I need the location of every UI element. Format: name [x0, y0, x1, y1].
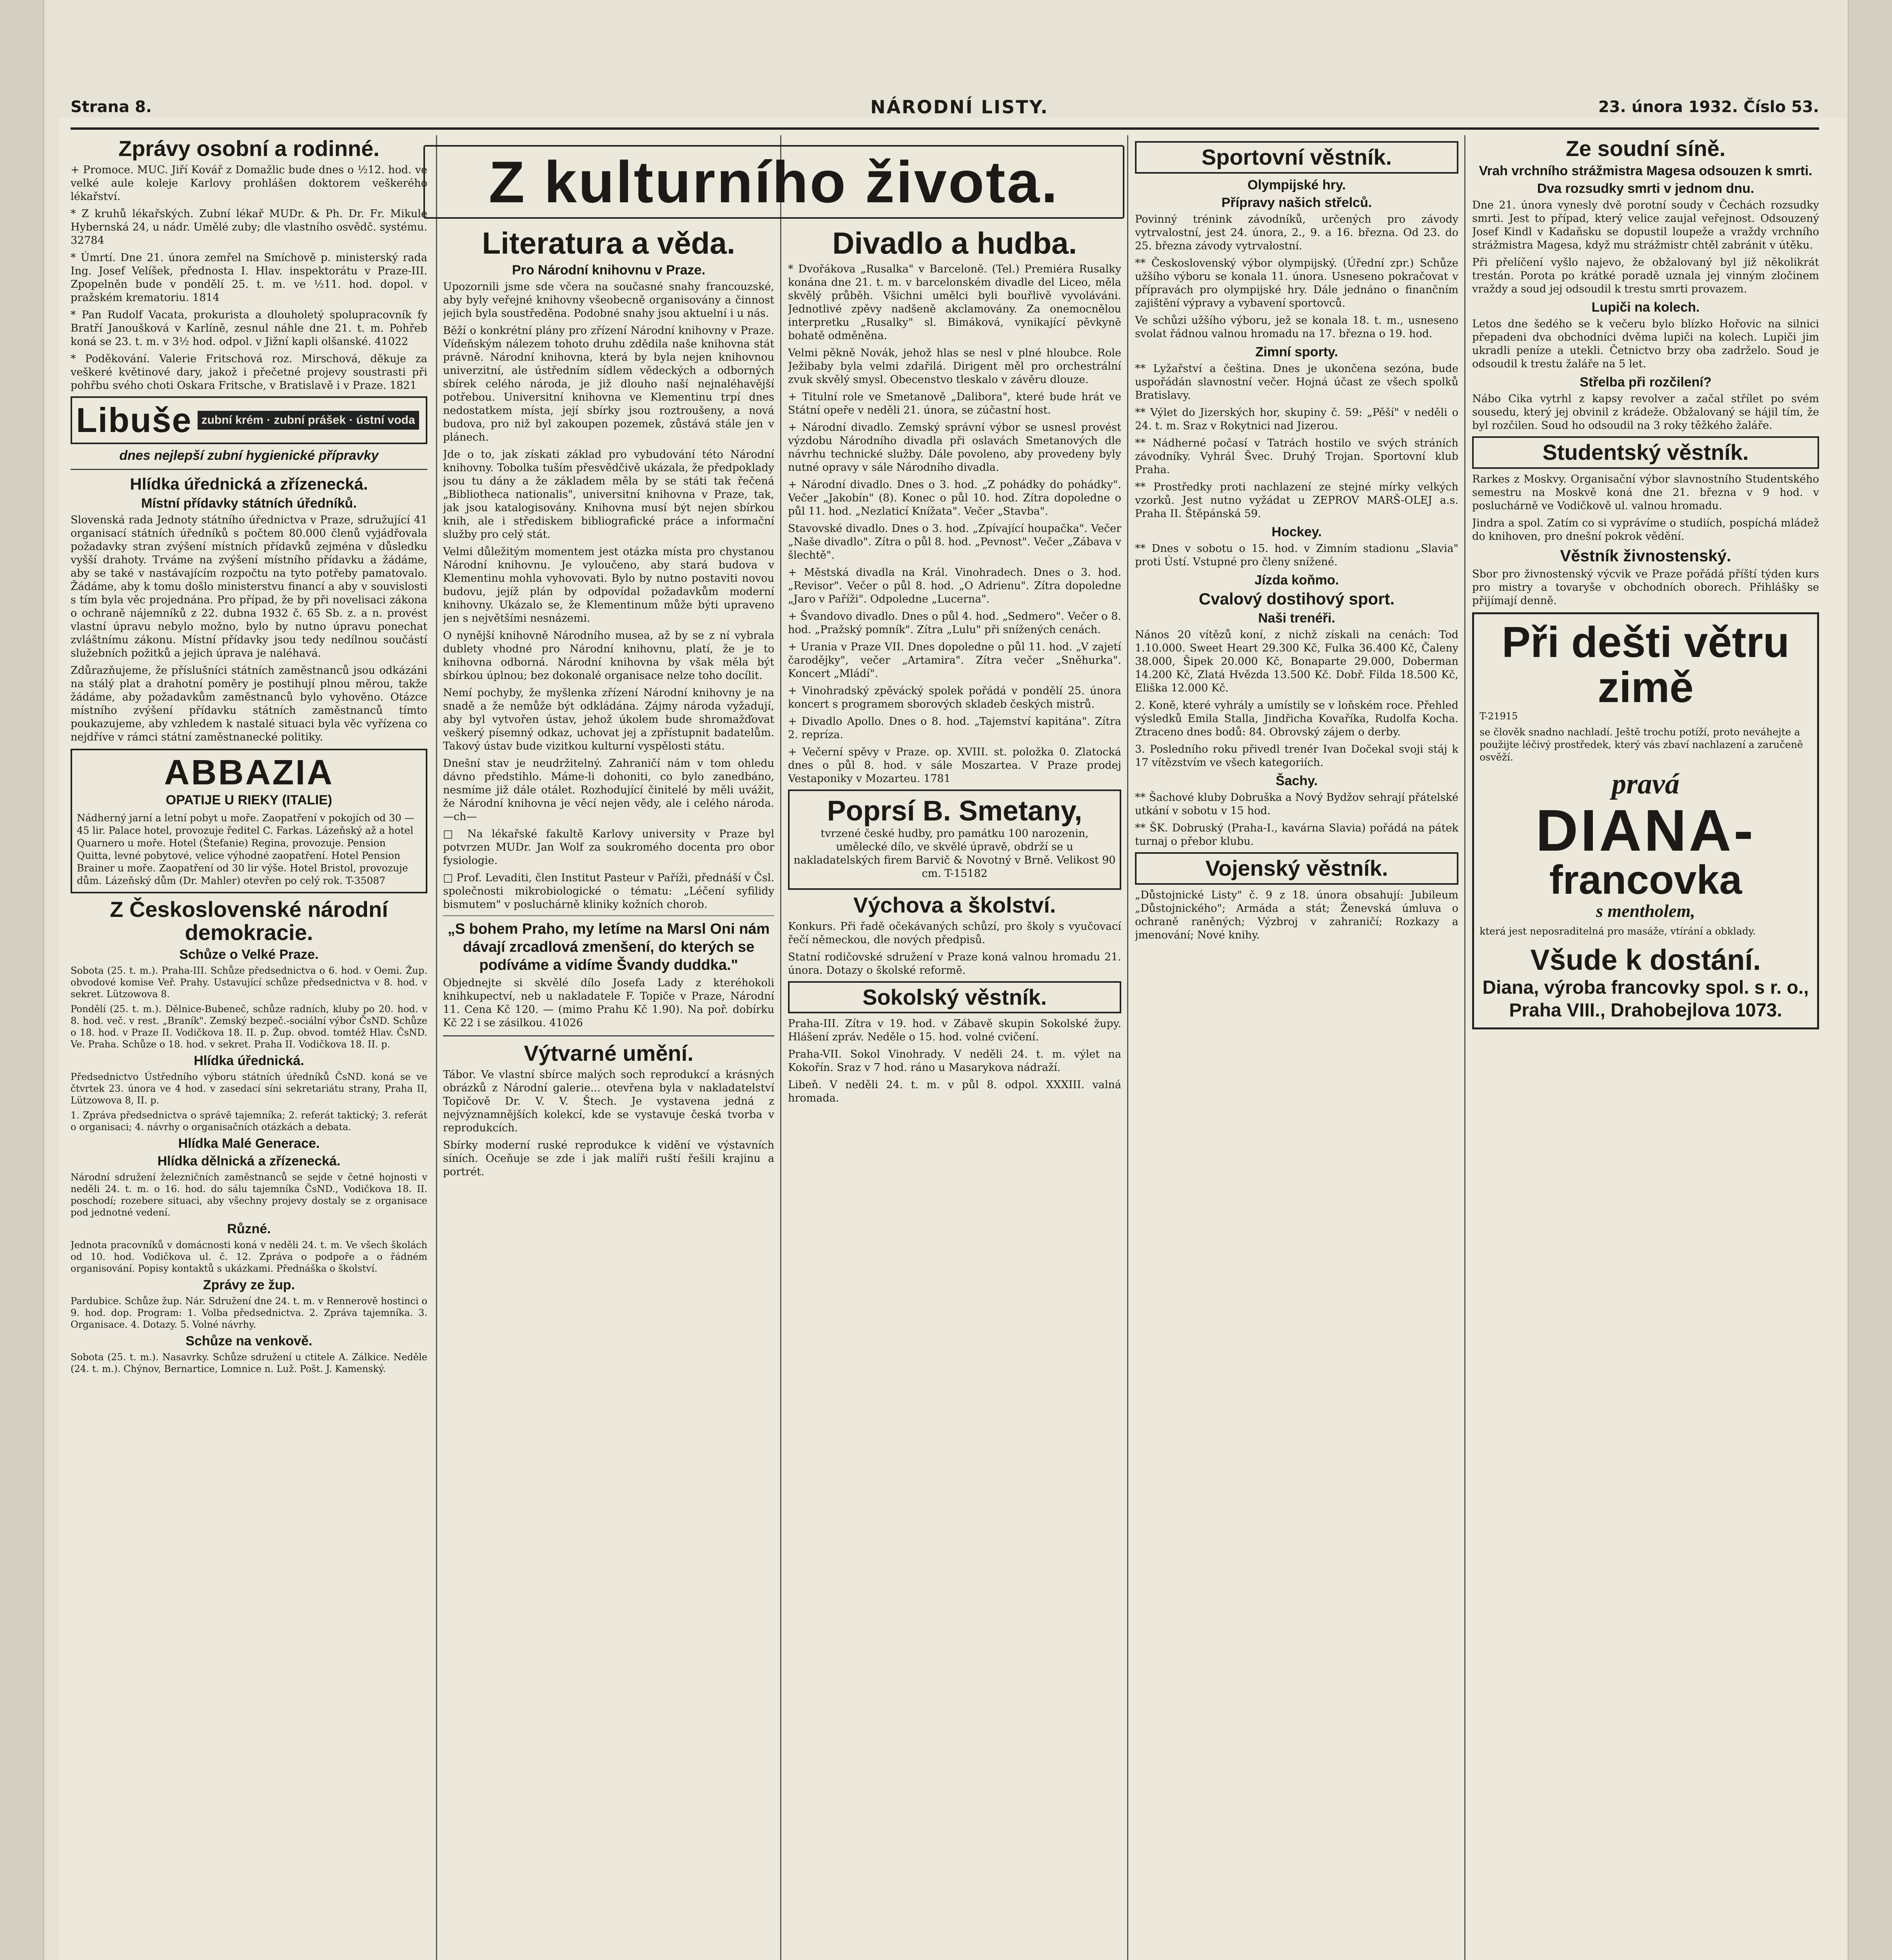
article-paragraph: Sbírky moderní ruské reprodukce k vidění ve výstavních síních. Oceňuje se zde i jak malíři ruští řešili krajinu a portrét. — [443, 1139, 774, 1178]
ad-code: T-21915 — [1480, 710, 1518, 722]
subheading: Hockey. — [1271, 524, 1322, 539]
article-paragraph: Povinný trénink závodníků, určených pro závody vytrvalostní, jest 24. února, 2., 9. a 16. března. Od 23. do 25. března závody vytrvalostní. — [1135, 213, 1458, 252]
article-paragraph: * Z kruhů lékařských. Zubní lékař MUDr. & Ph. Dr. Fr. Mikule Hybernská 24, u nádr. Umělé zuby; dle vlastního osvědč. systému. 32784 — [71, 207, 427, 247]
article-paragraph: Velmi důležitým momentem jest otázka místa pro chystanou Národní knihovnu. Je vyloučeno, aby stará budova v Klementinu mohla vyhovovati. Bylo by nutno postaviti novou budovu, jejíž plán by odpovídal požadavkům moderní knihovny. Ukázalo se, že Klementinum může býti upraveno jen s největšími nesnázemi. — [443, 545, 774, 624]
article-paragraph: Praha-VII. Sokol Vinohrady. V neděli 24. t. m. výlet na Kokořín. Sraz v 7 hod. ráno u Masarykova nádraží. — [788, 1048, 1121, 1074]
article-paragraph: Letos dne šedého se k večeru bylo blízko Hořovic na silnici přepadeni dva obchodníci dvěma lupiči na kolech. Lupiči jim ukradli peníze a utekli. Četnictvo brzy oba zadrželo. Soud je odsoudil k trestu žaláře na 5 let. — [1472, 318, 1819, 370]
header-rule — [71, 127, 1819, 130]
ad-body: tvrzené české hudby, pro památku 100 narozenin, umělecké dílo, ve skvělé úpravě, obdrží se u nakladatelských firem Barvič & Novotný v Brně. Velikost 90 cm. T-15182 — [793, 827, 1116, 880]
ad-body: se člověk snadno nachladí. Ještě trochu potíží, proto neváhejte a použijte léčivý prostředek, který vás zbaví nachlazení a zaručeně osvěží. — [1480, 726, 1803, 763]
article-paragraph: Zdůrazňujeme, že příslušníci státních zaměstnanců jsou odkázáni na stálý plat a drahotní poměry je postihují plnou měrou, takže žádáme, aby požadavkům zaměstnanců bylo vyhověno. Otázce místního zvýšení přídavku státních zaměstnanců tímto poukazujeme, aby vzhledem k nastalé situaci byla věc vyřízena co nejdříve v rámci státní zaměstnanecké politiky. — [71, 664, 427, 743]
ad-prava: pravá — [1612, 768, 1680, 800]
article-paragraph: Nemí pochyby, že myšlenka zřízení Národní knihovny je na snadě a že nemůže být odkládána. Zájmy národa vyžadují, aby byl vytvořen ústav, jehož úkolem bude shromažďovat veškerý písemný odkaz, uchovat jej a zpřístupnit badatelům. Takový ústav bude vizitkou kulturní vyspělosti státu. — [443, 686, 774, 752]
divider — [443, 1035, 774, 1036]
article-paragraph: + Titulní role ve Smetanově „Dalibora", které bude hrát ve Státní opeře v neděli 21. února, se zúčastní host. — [788, 390, 1121, 416]
article-paragraph: □ Prof. Levaditi, člen Institut Pasteur v Paříži, přednáší v Čsl. společnosti mikrobiologické o tématu: „Léčení syfilidy bismutem" v posluchárně kliniky kožních chorob. — [443, 871, 774, 911]
article-paragraph: Sobota (25. t. m.). Nasavrky. Schůze sdružení u ctitele A. Zálkice. Neděle (24. t. m.). Chýnov, Bernartice, Lomnice n. Luž. Pošt. J. Kamenský. — [71, 1352, 427, 1375]
article-paragraph: Rarkes z Moskvy. Organisační výbor slavnostního Studentského semestru na Moskvě koná dne 21. března v 9 hod. v posluchárně ve Vodičkově ul. valnou hromadu. — [1472, 473, 1819, 512]
article-paragraph: Velmi pěkně Novák, jehož hlas se nesl v plné hloubce. Role Ježibaby byla velmi zdařilá. Dirigent měl pro orchestrální zvuk skvělý smysl. Obecenstvo tleskalo v závěru dlouze. — [788, 347, 1121, 386]
section-heading: Ze soudní síně. — [1565, 137, 1726, 161]
section-heading: Studentský věstník. — [1472, 436, 1819, 469]
subheading: Střelba při rozčilení? — [1580, 374, 1712, 390]
subheading: Olympijské hry. — [1247, 177, 1346, 192]
article-paragraph: Národní sdružení železničních zaměstnanců se sejde v četné hojnosti v neděli 24. t. m. o 16. hod. do sálu tajemníka ČsND., Vodičkova 18. II. poschodí; rozebere situaci, aby všechny projevy dostaly se z organisace pod jednotné vedení. — [71, 1172, 427, 1218]
article-paragraph: Sbor pro živnostenský výcvik ve Praze pořádá příští týden kurs pro mistry a tovaryše v obchodních oborech. Přihlášky se přijímají denně. — [1472, 568, 1819, 607]
ad-tagline: dnes nejlepší zubní hygienické přípravky — [119, 448, 379, 463]
article-paragraph: O nynější knihovně Národního musea, až by se z ní vybrala dublety vhodné pro Národní knihovnu, platí, že je to knihovna odborná. Národní knihovna by však měla být sbírkou úplnou; bez dokonalé organisace nelze toho docílit. — [443, 629, 774, 682]
article-paragraph: Nábo Cika vytrhl z kapsy revolver a začal střílet po svém sousedu, který jej obvinil z krádeže. Obžalovaný se hájil tím, že byl rozčilen. Soud ho odsoudil na 3 roky těžkého žaláře. — [1472, 392, 1819, 432]
article-paragraph: □ Na lékařské fakultě Karlovy university v Praze byl potvrzen MUDr. Jan Wolf za soukromého docenta pro obor fysiologie. — [443, 828, 774, 867]
section-heading: Sokolský věstník. — [788, 981, 1121, 1014]
scan-left-edge — [0, 0, 44, 1960]
article-paragraph: Nános 20 vítězů koní, z nichž získali na cenách: Tod 1.10.000. Sweet Heart 29.300 Kč, Fulka 36.400 Kč, Čaleny 38.000, Šipek 20.000 Kč, Bonaparte 29.000, Doberman 14.200 Kč, Zlatá Hvězda 13.500 Kč. Dobř. Filda 18.500 Kč, Eliška 12.000 Kč. — [1135, 628, 1458, 694]
ad-brand: Libuše — [76, 400, 192, 439]
article-paragraph: ** Nádherné počasí v Tatrách hostilo ve svých stráních závodníky. Vyhrál Švec. Druhý Trojan. Sportovní klub Praha. — [1135, 437, 1458, 476]
article-paragraph: ** Šachové kluby Dobruška a Nový Bydžov sehrají přátelské utkání v sobotu v 15 hod. — [1135, 791, 1458, 817]
column-divider — [780, 135, 781, 1960]
article-paragraph: 2. Koně, které vyhrály a umístily se v loňském roce. Přehled výsledků Emila Stalla, Jindřicha Kovaříka, Rudolfa Kocha. Ztraceno dnes bodů: 84. Obrovský zájem o derby. — [1135, 699, 1458, 738]
issue-date: 23. února 1932. Číslo 53. — [1598, 98, 1819, 116]
subheading: Hlídka dělnická a zřízenecká. — [157, 1154, 341, 1169]
subheading: Naši trenéři. — [1258, 610, 1335, 626]
ad-subtitle: OPATIJE U RIEKY (ITALIE) — [165, 792, 332, 808]
section-heading: Cvalový dostihový sport. — [1198, 589, 1395, 608]
article-paragraph: + Promoce. MUC. Jiří Kovář z Domažlic bude dnes o ½12. hod. ve velké aule koleje Karlovy prohlášen doktorem veškerého lékařství. — [71, 163, 427, 203]
masthead: NÁRODNÍ LISTY. — [870, 96, 1049, 118]
article-paragraph: Dne 21. února vynesly dvě porotní soudy v Čechách rozsudky smrti. Jest to případ, který velice zaujal veřejnost. Odsouzený Josef Kindl v Kadaňsku se dopustil loupeže a vraždy vrchního strážmistra Magesa, když mu strážmistr chtěl zabránit v útěku. — [1472, 199, 1819, 251]
subheading: Lupiči na kolech. — [1591, 299, 1700, 315]
ad-body: která jest neposraditelná pro masáže, vtírání a obklady. — [1480, 925, 1756, 937]
article-paragraph: Předsednictvo Ústředního výboru státních úředníků ČsND. koná se ve čtvrtek 23. února ve 4 hod. v zasedací síni sekretariátu strany, Praha II, Lützowova 8, II. p. — [71, 1071, 427, 1106]
article-paragraph: * Dvořákova „Rusalka" v Barceloně. (Tel.) Premiéra Rusalky konána dne 21. t. m. v barcelonském divadle del Liceo, měla skvělý průběh. Všichni umělci byli bouřlivě vyvoláváni. Jednotlivé zpěvy nadšeně akclamovány. Za onemocnělou interpretku „Rusalky" sl. Bimáková, vynikající pěvkyně bohatě odměněna. — [788, 263, 1121, 342]
section-heading: Věstník živnostenský. — [1560, 546, 1731, 565]
subheading: Jízda koňmo. — [1254, 572, 1339, 588]
subheading: Vrah vrchního strážmistra Magesa odsouzen k smrti. — [1479, 163, 1812, 178]
subheading: Šachy. — [1275, 773, 1318, 788]
section-heading: Výchova a školství. — [853, 892, 1056, 917]
section-heading: Zprávy osobní a rodinné. — [118, 137, 379, 161]
article-paragraph: Dnešní stav je neudržitelný. Zahraničí nám v tom ohledu dávno předstihlo. Máme-li dohoniti, co bylo zanedbáno, nesmíme již dále otálet. Rozhodující činitelé by měli uvážit, že Národní knihovna je věcí nejen vědy, ale i celého národa. —ch— — [443, 757, 774, 823]
article-paragraph: Slovenská rada Jednoty státního úřednictva v Praze, sdružující 41 organisací státních úředníků s počtem 80.000 členů vyjádřovala požadavky stran zvýšení místních přídavků zejména v důsledku vyšší drahoty. Trváme na zvýšení místního přídavku a žádáme, aby se také v nastávajícím rozpočtu na tyto potřeby pamatovalo. Žádáme, aby k tomu došlo ministerstvu financí a aby v souvislosti s tím byla věc projednána. Pro případ, že by při novelisaci zákona o ochraně nájemníků z 22. dubna 1932 č. 65 Sb. z. a n. provést vlastní úpravu nebylo možno, bylo by nutno úpravu ponechat zvláštnímu zákonu. Místní přídavky jsou tedy nedílnou součástí služebních požitků a jejich úprava je naléhavá. — [71, 514, 427, 659]
article-paragraph: * Poděkování. Valerie Fritschová roz. Mirschová, děkuje za veškeré květinové dary, jakož i přečetné projevy soustrasti při pohřbu svého choti Oskara Fritsche, v Bratislavě i v Praze. 1821 — [71, 352, 427, 392]
ad-product: francovka — [1549, 857, 1742, 903]
article-paragraph: Praha-III. Zítra v 19. hod. v Zábavě skupin Sokolské župy. Hlášení zpráv. Neděle o 15. hod. volné cvičení. — [788, 1018, 1121, 1044]
subheading: Zprávy ze žup. — [203, 1278, 295, 1293]
article-paragraph: ** Výlet do Jizerských hor, skupiny č. 59: „Pěší" v neděli o 24. t. m. Sraz v Rokytnici nad Jizerou. — [1135, 406, 1458, 432]
ad-brand: DIANA- — [1536, 797, 1756, 863]
column-divider — [1127, 135, 1128, 1960]
subheading: Hlídka Malé Generace. — [178, 1136, 320, 1151]
column-divider — [1464, 135, 1465, 1960]
article-paragraph: Při přelíčení vyšlo najevo, že obžalovaný byl již několikrát trestán. Porota po krátké poradě uznala jej vinným zločinem vraždy a soud jej odsoudil k trestu smrti provazem. — [1472, 256, 1819, 295]
article-paragraph: + Vinohradský zpěvácký spolek pořádá v pondělí 25. února koncert s programem sborových skladeb českých mistrů. — [788, 684, 1121, 710]
column-divider — [436, 135, 437, 1960]
subheading: Různé. — [227, 1221, 271, 1237]
ad-body: Objednejte si skvělé dílo Josefa Lady z kteréhokoli knihkupectví, neb u nakladatele F. Topiče v Praze, Národní 11. Cena Kč 120. — (mimo Prahu Kč 1.90). Na poř. dobírku Kč 22 i se zásilkou. 41026 — [443, 976, 774, 1029]
article-paragraph: * Úmrtí. Dne 21. února zemřel na Smíchově p. ministerský rada Ing. Josef Velíšek, přednosta I. Hlav. inspektorátu v Praze-III. Zpopelněn bude v pondělí 25. t. m. ve ½11. hod. dopol. v pražském krematoriu. 1814 — [71, 251, 427, 304]
ad-products: zubní krém · zubní prášek · ústní voda — [198, 411, 419, 430]
article-paragraph: ** Lyžařství a čeština. Dnes je ukončena sezóna, bude uspořádán slavnostní večer. Hojná účast ze všech spolků Bratislavy. — [1135, 362, 1458, 401]
ad-address: Diana, výroba francovky spol. s r. o., Praha VIII., Drahobejlova 1073. — [1482, 977, 1809, 1021]
section-heading: Literatura a věda. — [482, 227, 735, 260]
article-paragraph: ** Československý výbor olympijský. (Úřední zpr.) Schůze užšího výboru se konala 11. února. Usneseno pokračovat v přípravách pro olympijské hry. Dále jednáno o finančním zajištění výpravy a vybavení sportovců. — [1135, 257, 1458, 309]
article-paragraph: Ve schůzi užšího výboru, jež se konala 18. t. m., usneseno svolat řádnou valnou hromadu na 17. března o 19. hod. — [1135, 314, 1458, 340]
ad-heading: „S bohem Praho, my letíme na Marsl Oni nám dávají zrcadlová zmenšení, do kterých se podíváme a vidíme Švandy duddka." — [447, 920, 770, 973]
article-paragraph: Jde o to, jak získati základ pro vybudování této Národní knihovny. Tobolka tuším přesvědčivě ukázala, že předpoklady jsou tu dány a že základem měla by se státi tak řečená „Bibliotheca nationalis", universitní knihovna v Praze, tak, jak jsou katalogisovány. Knihovna musí být nejen sbírkou knih, ale i střediskem bibliografické práce a informační služby pro celý stát. — [443, 448, 774, 541]
divider — [71, 469, 427, 470]
article-paragraph: ** Dnes v sobotu o 15. hod. v Zimním stadionu „Slavia" proti Ústí. Vstupné pro členy snížené. — [1135, 542, 1458, 568]
article-paragraph: ** Prostředky proti nachlazení ze stejné mírky velkých vzorků. Jest nutno vyžádat u ZEPROV MARŠ-OLEJ a.s. Praha II. Štěpánská 59. — [1135, 481, 1458, 520]
article-paragraph: Statní rodičovské sdružení v Praze koná valnou hromadu 21. února. Dotazy o školské reformě. — [788, 951, 1121, 976]
article-paragraph: + Městská divadla na Král. Vinohradech. Dnes o 3. hod. „Revisor". Večer o půl 8. hod. „O Adrienu". Zítra dopoledne „Jaro v Paříži". Odpoledne „Lucerna". — [788, 566, 1121, 605]
article-paragraph: 1. Zpráva předsednictva o správě tajemníka; 2. referát taktický; 3. referát o organisaci; 4. návrhy o organisačních otázkách a debata. — [71, 1110, 427, 1133]
article-paragraph: Tábor. Ve vlastní sbírce malých soch reprodukcí a krásných obrázků z Národní galerie... otevřena byla v nakladatelství Topičově Dr. V. V. Štech. Je vystavena jedná z nejvýznamnějších kolekcí, kde se vystavuje česká tvorba v reprodukcích. — [443, 1068, 774, 1134]
article-paragraph: * Pan Rudolf Vacata, prokurista a dlouholetý spolupracovník fy Bratří Janoušková v Karlíně, zesnul náhle dne 21. t. m. Pohřeb koná se 23. t. m. v 3½ hod. odpol. v Jižní kapli olšanské. 41022 — [71, 309, 427, 348]
subheading: Hlídka úřednická. — [194, 1053, 304, 1069]
article-paragraph: Běží o konkrétní plány pro zřízení Národní knihovny v Praze. Vídeňským nálezem tohoto druhu zdědila naše knihovna stát právně. Národní knihovna, která by byla nejen knihovnou univerzitní, ale ústředním sídlem vědeckých a odborných sbírek celého národa, je již dlouho naší nejnaléhavější potřebou. Universitní knihovna ve Klementinu trpí dnes nedostatkem místa, její sbírky jsou roztroušeny, a nová budova, pro niž byl zakoupen pozemek, zůstává stále jen v plánech. — [443, 324, 774, 443]
article-paragraph: Libeň. V neděli 24. t. m. v půl 8. odpol. XXXIII. valná hromada. — [788, 1079, 1121, 1105]
scan-right-edge — [1848, 0, 1892, 1960]
article-paragraph: Pardubice. Schůze žup. Nár. Sdružení dne 24. t. m. v Rennerově hostinci o 9. hod. dop. Program: 1. Volba předsednictva. 2. Zpráva tajemníka. 3. Organisace. 4. Dotazy. 5. Volné návrhy. — [71, 1296, 427, 1330]
page-header — [71, 98, 1819, 125]
article-paragraph: 3. Posledního roku přivedl trenér Ivan Dočekal svoji stáj k 17 vítězstvím ve všech kategoriích. — [1135, 743, 1458, 769]
section-heading: Z Československé národní demokracie. — [110, 897, 388, 945]
subheading: Místní přídavky státních úředníků. — [141, 495, 357, 511]
article-paragraph: + Národní divadlo. Zemský správní výbor se usnesl provést výzdobu Národního divadla při oslavách Smetanových dle návrhu technické služby. Dále povoleno, aby provedeny byly nutné opravy v sále Národního divadla. — [788, 421, 1121, 474]
ad-headline: Při dešti větru zimě — [1502, 618, 1790, 712]
article-paragraph: + Urania v Praze VII. Dnes dopoledne o půl 11. hod. „V zajetí čarodějky", večer „Artamira". Zítra večer „Sněhurka". Koncert „Mládí". — [788, 641, 1121, 680]
subheading: Dva rozsudky smrti v jednom dnu. — [1537, 181, 1754, 196]
subheading: Přípravy našich střelců. — [1221, 195, 1372, 210]
column-1 — [71, 137, 427, 1960]
smetana-bust-advertisement — [788, 789, 1121, 890]
column-5 — [1472, 137, 1819, 1960]
subheading: Pro Národní knihovnu v Praze. — [512, 262, 706, 278]
subheading: Schůze o Velké Praze. — [179, 947, 319, 962]
article-paragraph: Jindra a spol. Zatím co si vyprávíme o studiích, pospíchá mládež do knihoven, pro dnešní pokrok vědění. — [1472, 517, 1819, 543]
article-paragraph: ** ŠK. Dobruský (Praha-I., kavárna Slavia) pořádá na pátek turnaj o přebor klubu. — [1135, 822, 1458, 848]
ad-title: ABBAZIA — [164, 753, 334, 792]
ad-availability: Všude k dostání. — [1530, 943, 1761, 976]
article-paragraph: + Švandovo divadlo. Dnes o půl 4. hod. „Sedmero". Večer o 8. hod. „Pražský pomník". Zítra „Lulu" při snížených cenách. — [788, 610, 1121, 636]
subheading: Schůze na venkově. — [185, 1334, 312, 1349]
ad-title: Poprsí B. Smetany, — [827, 795, 1082, 827]
divider — [443, 915, 774, 916]
column-4 — [1135, 137, 1458, 1960]
article-paragraph: + Národní divadlo. Dnes o 3. hod. „Z pohádky do pohádky". Večer „Jakobín" (8). Konec o půl 10. hod. Zítra dopoledne o půl 11. hod. „Nezlaticí Knížata". Večer „Stavba". — [788, 478, 1121, 517]
article-paragraph: Pondělí (25. t. m.). Dělnice-Bubeneč, schůze radních, kluby po 20. hod. v 8. hod. več. v rest. „Braník". Zemský bezpeč.-sociální výbor ČsND. Schůze o 18. hod. v Praze II. Vodičkova 18. II. p. Žup. obvod. tomtéž Hlav. ČsND. Ve. Praha. Schůze o 18. hod. v sekret. Praha II. Vodičkova 18. II. p. — [71, 1004, 427, 1050]
section-heading: Hlídka úřednická a zřízenecká. — [130, 474, 368, 493]
abbazia-advertisement — [71, 749, 427, 893]
subheading: Zimní sporty. — [1255, 344, 1338, 359]
diana-advertisement — [1472, 612, 1819, 1029]
section-heading: Výtvarné umění. — [524, 1040, 694, 1065]
column-2 — [443, 227, 774, 1960]
article-paragraph: Konkurs. Při řadě očekávaných schůzí, pro školy s vyučovací řečí německou, dle nových předpisů. — [788, 920, 1121, 946]
article-paragraph: Upozornili jsme sde včera na současné snahy francouzské, aby byly veřejné knihovny všeobecně organisovány a činnost jejich byla soustředěna. Podobné snahy jsou aktuelní i u nás. — [443, 280, 774, 319]
section-banner: Z kulturního života. — [423, 145, 1124, 219]
section-heading: Sportovní věstník. — [1135, 141, 1458, 174]
section-heading: Vojenský věstník. — [1135, 852, 1458, 885]
article-paragraph: Jednota pracovníků v domácnosti koná v neděli 24. t. m. Ve všech školách od 10. hod. Vodičkova ul. č. 12. Zpráva o podpoře a o řádném organisování. Popisy kontaktů s ukázkami. Přednáška o školství. — [71, 1240, 427, 1274]
ad-variant: s mentholem, — [1596, 900, 1696, 921]
article-paragraph: + Divadlo Apollo. Dnes o 8. hod. „Tajemství kapitána". Zítra 2. repríza. — [788, 715, 1121, 741]
ad-body: Nádherný jarní a letní pobyt u moře. Zaopatření v pokojích od 30 — 45 lir. Palace hotel, provozuje ředitel C. Farkas. Lázeňský až a hotel Quarnero u moře. Hotel (Štefanie) Regina, provozuje. Pension Quitta, levné pobytové, velice výhodné zaopatření. Hotel Pension Brainer u moře. Zaopatření od 30 lir výše. Hotel Bristol, provozuje dům. Lázeňský dům (Dr. Mahler) otevřen po celý rok. T-35087 — [77, 812, 414, 886]
section-heading: Divadlo a hudba. — [832, 227, 1077, 260]
article-paragraph: Sobota (25. t. m.). Praha-III. Schůze předsednictva o 6. hod. v Oemi. Žup. obvodové komise Veř. Prahy. Ustavující schůze předsednictva v 8. hod. v sekret. Lützowova 8. — [71, 965, 427, 1000]
article-paragraph: „Důstojnické Listy" č. 9 z 18. února obsahují: Jubileum „Důstojnického"; Armáda a stát; Ženevská úmluva o ochraně raněných; Výzbroj v zahraničí; Rozkazy a jmenování; Nové knihy. — [1135, 889, 1458, 941]
libuse-advertisement — [71, 396, 427, 444]
column-3 — [788, 227, 1121, 1960]
page-number: Strana 8. — [71, 98, 152, 116]
article-paragraph: Stavovské divadlo. Dnes o 3. hod. „Zpívající houpačka". Večer „Naše divadlo". Zítra o půl 8. hod. „Pevnost". Večer „Zábava v šlechtě". — [788, 522, 1121, 561]
article-paragraph: + Večerní spěvy v Praze. op. XVIII. st. položka 0. Zlatocká dnes o půl 8. hod. v sále Moszartea. V Praze prodej Vestaponiky v Mozarteu. 1781 — [788, 746, 1121, 785]
